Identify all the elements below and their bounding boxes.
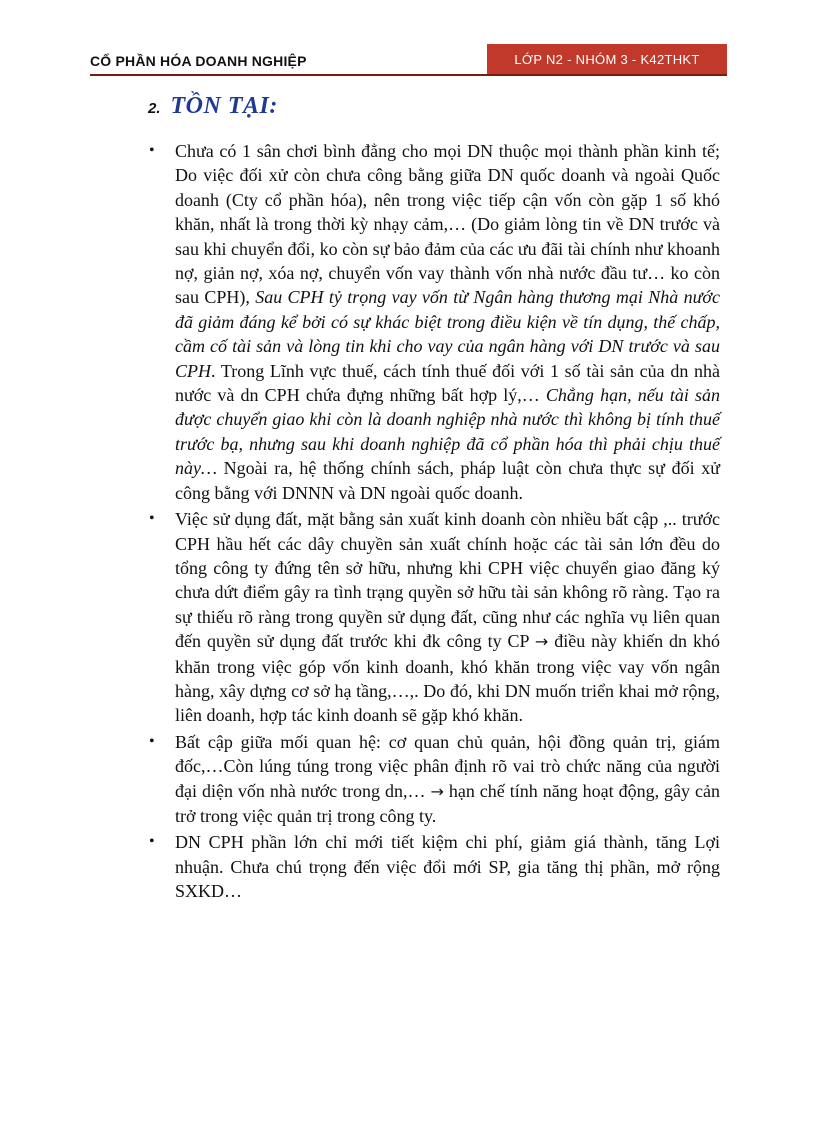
bullet-icon: • <box>149 732 155 750</box>
bullet-1-text-1: Chưa có 1 sân chơi bình đẳng cho mọi DN thuộc mọi thành phần kinh tế; Do việc đối xử còn chưa công bằng giữa DN quốc doanh và ngoài Quốc doanh (Cty cổ phần hóa), nên trong việc tiếp cận vốn còn gặp 1 số khó khăn, nhất là trong thời kỳ nhạy cảm,… (Do giảm lòng tin về DN trước và sau khi chuyển đổi, ko còn sự bảo đảm của các ưu đãi tài chính như khoanh nợ, giản nợ, xóa nợ, chuyển vốn vay thành vốn nhà nước đầu tư… ko còn sau CPH), <box>175 141 720 308</box>
bullet-icon: • <box>149 833 155 851</box>
page-header <box>90 44 727 76</box>
header-divider <box>90 74 727 76</box>
bullet-item-1 <box>146 139 720 505</box>
header-class-label: LỚP N2 - NHÓM 3 - K42THKT <box>487 44 727 74</box>
bullet-2-text-2: điều này khiến dn khó khăn trong việc góp vốn kinh doanh, khó khăn trong việc vay vốn ngân hàng, xây dựng cơ sở hạ tầng,…,. Do đó, khi DN muốn triển khai mở rộng, liên doanh, hợp tác kinh doanh sẽ gặp khó khăn. <box>175 631 720 726</box>
bullet-item-3 <box>146 730 720 829</box>
bullet-2-text-1: Việc sử dụng đất, mặt bằng sản xuất kinh doanh còn nhiều bất cập ,.. trước CPH hầu hết các dây chuyền sản xuất chính hoặc các tài sản lớn đều do tổng công ty đứng tên sở hữu, nhưng khi CPH việc chuyển giao đăng ký chưa dứt điểm gây ra tình trạng quyền sở hữu tài sản không rõ ràng. Tạo ra sự thiếu rõ ràng trong quyền sử dụng đất, cũng như các nghĩa vụ liên quan đến quyền sử dụng đất trước khi đk công ty CP <box>175 509 720 652</box>
arrow-right-icon: → <box>430 781 444 801</box>
bullet-1-italic-1: Sau CPH tỷ trọng vay vốn từ Ngân hàng thương mại Nhà nước đã giảm đáng kể bởi có sự khác biệt trong điều kiện về tín dụng, thế chấp, cầm cố tài sản và lòng tin khi cho vay của ngân hàng với DN trước và sau CPH <box>175 287 720 381</box>
bullet-list <box>146 139 720 906</box>
bullet-1-text-3: Ngoài ra, hệ thống chính sách, pháp luật còn chưa thực sự đối xử công bằng với DNNN và DN ngoài quốc doanh. <box>175 458 720 503</box>
arrow-right-icon: → <box>534 632 549 652</box>
bullet-icon: • <box>149 142 155 159</box>
section-heading <box>148 93 278 120</box>
bullet-item-4 <box>146 830 720 903</box>
bullet-item-2 <box>146 507 720 728</box>
bullet-1-text-2: . Trong Lĩnh vực thuế, cách tính thuế đối với 1 số tài sản của dn nhà nước và dn CPH chứa đựng những bất hợp lý,… <box>175 360 720 406</box>
bullet-icon: • <box>149 510 155 528</box>
bullet-3-text-2: hạn chế tính năng hoạt động, gây cản trở trong việc quản trị trong công ty. <box>175 780 720 826</box>
bullet-4-text-1: DN CPH phần lớn chỉ mới tiết kiệm chi phí, giảm giá thành, tăng Lợi nhuận. Chưa chú trọng đến việc đổi mới SP, gia tăng thị phần, mở rộng SXKD… <box>175 832 720 902</box>
bullet-1-italic-2: Chẳng hạn, nếu tài sản được chuyển giao khi còn là doanh nghiệp nhà nước thì không bị tính thuế trước bạ, nhưng sau khi doanh nghiệp đã cổ phần hóa thì phải chịu thuế này… <box>175 385 720 479</box>
section-number: 2. <box>148 100 161 117</box>
section-title: TỒN TẠI: <box>170 93 278 119</box>
bullet-3-text-1: Bất cập giữa mối quan hệ: cơ quan chủ quản, hội đồng quản trị, giám đốc,…Còn lúng túng trong việc phân định rõ vai trò chức năng của người đại diện vốn nhà nước trong dn,… <box>175 731 720 801</box>
header-title: CỔ PHẦN HÓA DOANH NGHIỆP <box>90 53 307 69</box>
